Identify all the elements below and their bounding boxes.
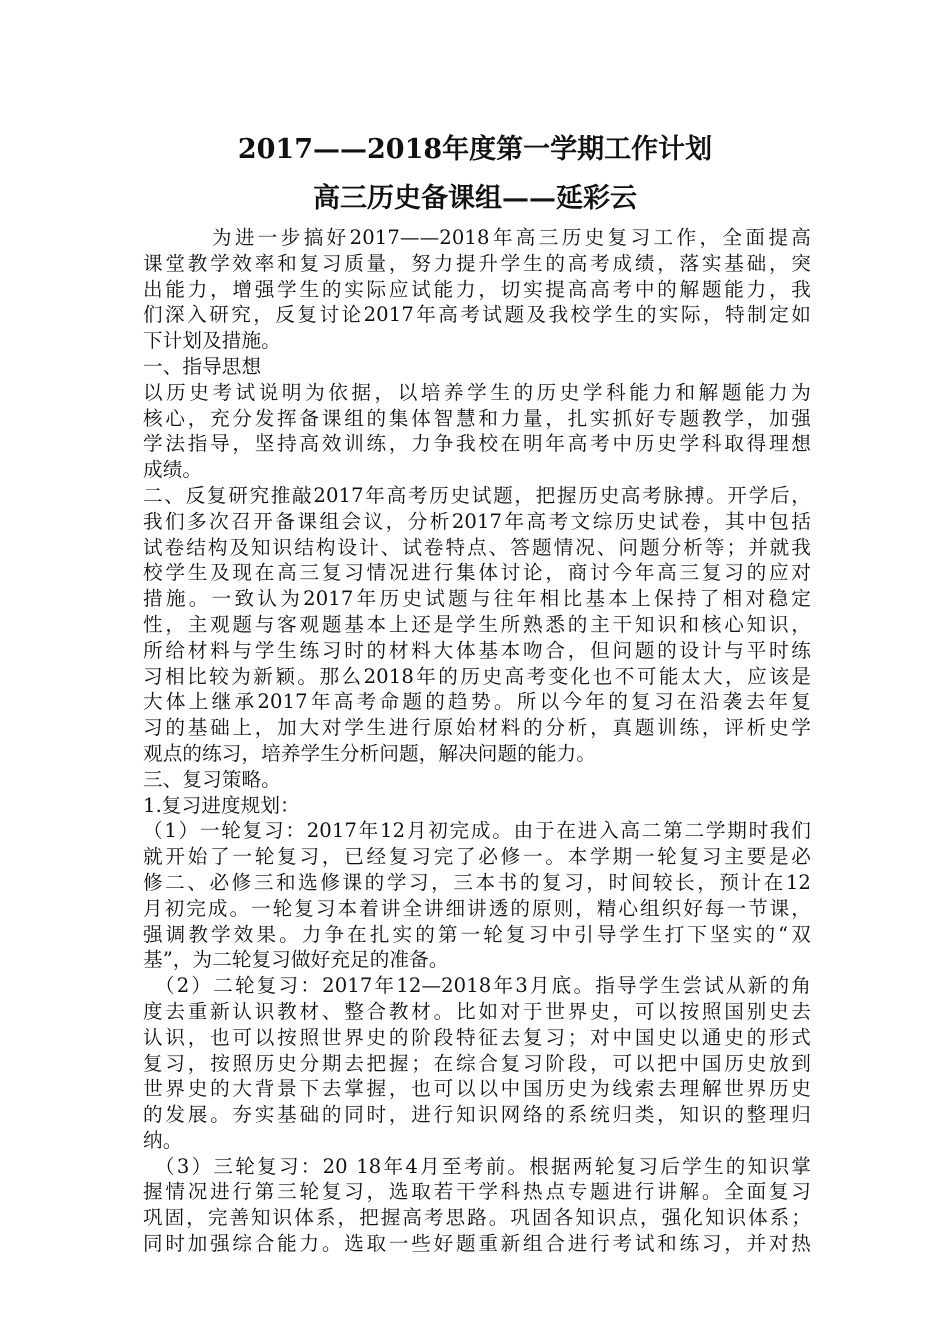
body-line: 二、反复研究推敲2017年高考历史试题，把握历史高考脉搏。开学后，: [143, 483, 811, 507]
body-line: 月初完成。一轮复习本着讲全讲细讲透的原则，精心组织好每一节课，: [143, 896, 811, 920]
body-line: 我们多次召开备课组会议，分析2017年高考文综历史试卷，其中包括: [143, 509, 811, 533]
body-line: 认识，也可以按照世界史的阶段特征去复习；对中国史以通史的形式: [143, 1025, 811, 1049]
body-line: 以历史考试说明为依据，以培养学生的历史学科能力和解题能力为: [143, 380, 811, 404]
body-line: 强调教学效果。力争在扎实的第一轮复习中引导学生打下坚实的“双: [143, 922, 811, 946]
body-line: 的发展。夯实基础的同时，进行知识网络的系统归类，知识的整理归: [143, 1103, 811, 1127]
body-line: 一、指导思想: [143, 354, 262, 378]
body-line: 试卷结构及知识结构设计、试卷特点、答题情况、问题分析等；并就我: [143, 535, 811, 559]
body-line: 观点的练习，培养学生分析问题，解决问题的能力。: [143, 741, 596, 765]
body-line: 纳。: [143, 1128, 183, 1152]
body-line: 同时加强综合能力。选取一些好题重新组合进行考试和练习，并对热: [143, 1232, 811, 1256]
body-line: （1）一轮复习：2017年12月初完成。由于在进入高二第二学期时我们: [143, 819, 811, 843]
body-line: 出能力，增强学生的实际应试能力，切实提高高考中的解题能力，我: [143, 277, 811, 301]
body-line: 度去重新认识教材、整合教材。比如对于世界史，可以按照国别史去: [143, 999, 811, 1023]
body-line: 性，主观题与客观题基本上还是学生所熟悉的主干知识和核心知识，: [143, 612, 811, 636]
body-line: 巩固，完善知识体系，把握高考思路。巩固各知识点，强化知识体系；: [143, 1206, 811, 1230]
body-line: 握情况进行第三轮复习，选取若干学科热点专题进行讲解。全面复习: [143, 1180, 811, 1204]
document-title: 2017——2018年度第一学期工作计划: [237, 134, 713, 165]
body-line: 课堂教学效率和复习质量，努力提升学生的高考成绩，落实基础，突: [143, 251, 811, 275]
body-line: 成绩。: [143, 458, 203, 482]
body-line: 基”，为二轮复习做好充足的准备。: [143, 948, 449, 972]
body-line: 下计划及措施。: [143, 329, 281, 353]
body-line: 校学生及现在高三复习情况进行集体讨论，商讨今年高三复习的应对: [143, 561, 811, 585]
body-line: 所给材料与学生练习时的材料大体基本吻合，但问题的设计与平时练: [143, 638, 811, 662]
body-line: 大体上继承2017年高考命题的趋势。所以今年的复习在沿袭去年复: [143, 690, 811, 714]
body-line: 学法指导，坚持高效训练，力争我校在明年高考中历史学科取得理想: [143, 432, 811, 456]
body-line: 措施。一致认为2017年历史试题与往年相比基本上保持了相对稳定: [143, 587, 811, 611]
body-line: 世界史的大背景下去掌握，也可以以中国历史为线索去理解世界历史: [143, 1077, 811, 1101]
body-line: 们深入研究，反复讨论2017年高考试题及我校学生的实际，特制定如: [143, 303, 811, 327]
document-subtitle: 高三历史备课组——延彩云: [313, 183, 637, 214]
body-line: 为进一步搞好2017——2018年高三历史复习工作，全面提高: [143, 226, 811, 249]
body-line: 1.复习进度规划：: [143, 793, 300, 817]
body-line: （2）二轮复习：2017年12—2018年3月底。指导学生尝试从新的角: [143, 974, 811, 998]
body-line: 三、复习策略。: [143, 767, 281, 791]
body-line: 习的基础上，加大对学生进行原始材料的分析，真题训练，评析史学: [143, 716, 811, 740]
body-line: 核心，充分发挥备课组的集体智慧和力量，扎实抓好专题教学，加强: [143, 406, 811, 430]
body-line: 复习，按照历史分期去把握；在综合复习阶段，可以把中国历史放到: [143, 1051, 811, 1075]
body-line: 习相比较为新颖。那么2018年的历史高考变化也不可能太大，应该是: [143, 664, 811, 688]
document-body: [143, 225, 811, 1257]
body-line: 修二、必修三和选修课的学习，三本书的复习，时间较长，预计在12: [143, 870, 811, 894]
body-line: （3）三轮复习：20 18年4月至考前。根据两轮复习后学生的知识掌: [143, 1154, 811, 1178]
body-line: 就开始了一轮复习，已经复习完了必修一。本学期一轮复习主要是必: [143, 845, 811, 869]
